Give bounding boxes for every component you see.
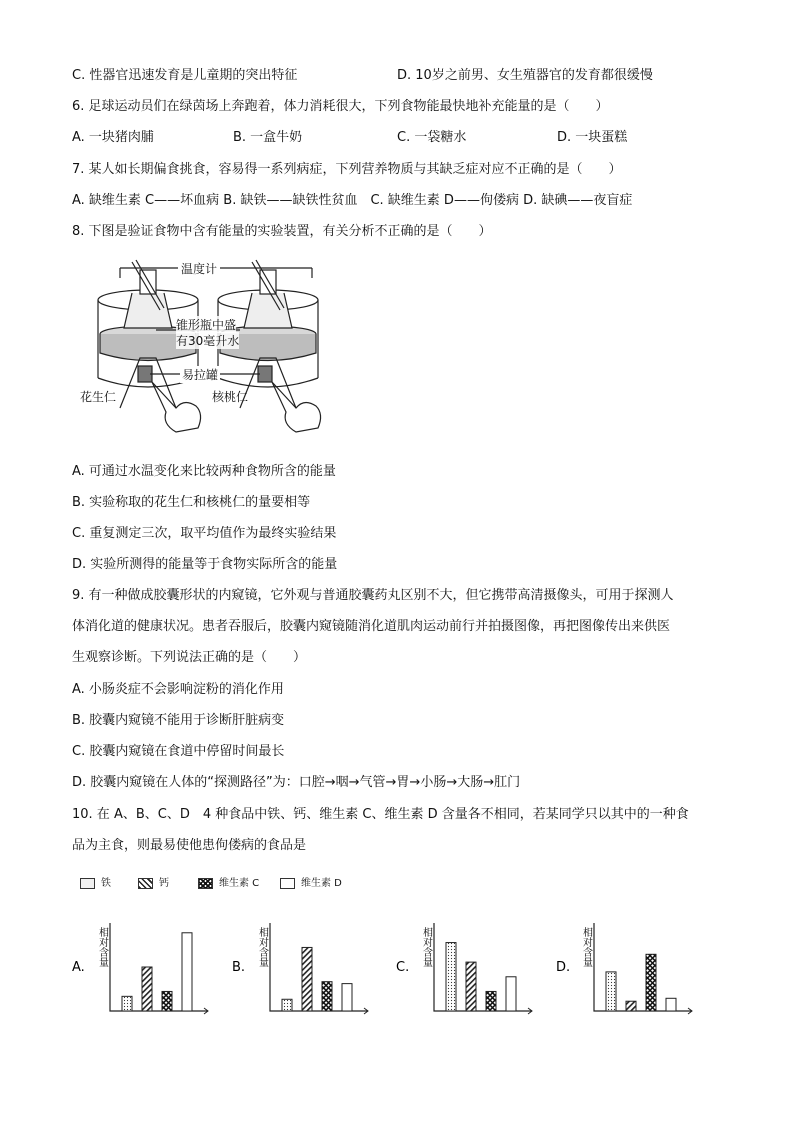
question-9-line2: 体消化道的健康状况。患者吞服后，胶囊内窥镜随消化道肌肉运动前行并拍摄图像，再把图像传出来供医: [72, 619, 671, 634]
bar-vitc: [162, 991, 172, 1011]
legend-calcium: 钙: [138, 874, 169, 889]
legend-iron: 铁: [80, 874, 111, 889]
option-6d: D. 一块蛋糕: [557, 130, 628, 145]
chart-axes: [270, 923, 368, 1011]
chart-letter: D.: [556, 960, 571, 975]
question-6: 6. 足球运动员们在绿茵场上奔跑着，体力消耗很大，下列食物能最快地补充能量的是（ ）: [72, 99, 609, 114]
option-9b: B. 胶囊内窥镜不能用于诊断肝脏病变: [72, 713, 285, 728]
vitd-swatch: [280, 878, 295, 889]
bar-iron: [446, 943, 456, 1011]
option-6b: B. 一盒牛奶: [233, 130, 303, 145]
vitc-swatch: [198, 878, 213, 889]
option-6c: C. 一袋糖水: [397, 130, 467, 145]
chart-letter: A.: [72, 960, 85, 975]
option-9a: A. 小肠炎症不会影响淀粉的消化作用: [72, 682, 284, 697]
y-axis-label: 相对含量: [580, 927, 592, 967]
bar-vitc: [322, 982, 332, 1011]
option-8d: D. 实验所测得的能量等于食物实际所含的能量: [72, 557, 338, 572]
bar-vitc: [646, 954, 656, 1011]
option-8c: C. 重复测定三次，取平均值作为最终实验结果: [72, 526, 337, 541]
chart-letter: C.: [396, 960, 410, 975]
chart-svg: [232, 915, 372, 1025]
bar-vitd: [182, 933, 192, 1011]
bar-vitd: [342, 984, 352, 1011]
bar-iron: [122, 996, 132, 1011]
chart-c: [396, 915, 536, 1025]
bar-iron: [282, 999, 292, 1011]
bar-calcium: [466, 962, 476, 1011]
peanut-label: 花生仁: [80, 390, 117, 404]
question-9-line1: 9. 有一种做成胶囊形状的内窥镜，它外观与普通胶囊药丸区别不大，但它携带高清摄像头，可用于探测人: [72, 588, 674, 603]
y-axis-label: 相对含量: [96, 927, 108, 967]
bar-vitd: [666, 998, 676, 1011]
chart-svg: [556, 915, 696, 1025]
question-7-options: A. 缺维生素 C——坏血病 B. 缺铁——缺铁性贫血 C. 缺维生素 D——佝偻病 D. 缺碘——夜盲症: [72, 193, 633, 208]
walnut-label: 核桃仁: [212, 390, 249, 404]
legend-vitd: 维生素 D: [280, 874, 342, 889]
apparatus-figure: [80, 258, 340, 438]
bar-vitc: [486, 991, 496, 1011]
chart-letter: B.: [232, 960, 246, 975]
chart-d: [556, 915, 696, 1025]
option-5d: D. 10岁之前男、女生殖器官的发育都很缓慢: [397, 68, 653, 83]
chart-a: [72, 915, 212, 1025]
option-6a: A. 一块猪肉脯: [72, 130, 154, 145]
bar-iron: [606, 972, 616, 1011]
option-8b: B. 实验称取的花生仁和核桃仁的量要相等: [72, 495, 311, 510]
thermometer-label: 温度计: [178, 260, 220, 277]
bar-vitd: [506, 977, 516, 1011]
question-7: 7. 某人如长期偏食挑食，容易得一系列病症，下列营养物质与其缺乏症对应不正确的是（ ）: [72, 162, 622, 177]
chart-b: [232, 915, 372, 1025]
option-9d: D. 胶囊内窥镜在人体的“探测路径”为：口腔→咽→气管→胃→小肠→大肠→肛门: [72, 775, 521, 790]
question-10-line1: 10. 在 A、B、C、D 4 种食品中铁、钙、维生素 C、维生素 D 含量各不相同，若某同学只以其中的一种食: [72, 807, 689, 822]
question-8: 8. 下图是验证食物中含有能量的实验装置，有关分析不正确的是（ ）: [72, 224, 492, 239]
chart-svg: [72, 915, 212, 1025]
bar-calcium: [626, 1001, 636, 1011]
iron-swatch: [80, 878, 95, 889]
bar-calcium: [302, 947, 312, 1011]
question-10-line2: 品为主食，则最易使他患佝偻病的食品是: [72, 838, 307, 853]
flask-label-2: 有30毫升水: [176, 334, 240, 348]
question-9-line3: 生观察诊断。下列说法正确的是（ ）: [72, 650, 307, 665]
calcium-swatch: [138, 878, 153, 889]
option-5c: C. 性器官迅速发育是儿童期的突出特征: [72, 68, 298, 83]
bar-calcium: [142, 967, 152, 1011]
option-8a: A. 可通过水温变化来比较两种食物所含的能量: [72, 464, 336, 479]
legend-vitc: 维生素 C: [198, 874, 259, 889]
flask-label-1: 锥形瓶中盛: [176, 318, 237, 332]
chart-svg: [396, 915, 536, 1025]
y-axis-label: 相对含量: [256, 927, 268, 967]
option-9c: C. 胶囊内窥镜在食道中停留时间最长: [72, 744, 285, 759]
y-axis-label: 相对含量: [420, 927, 432, 967]
can-label: 易拉罐: [182, 368, 219, 382]
